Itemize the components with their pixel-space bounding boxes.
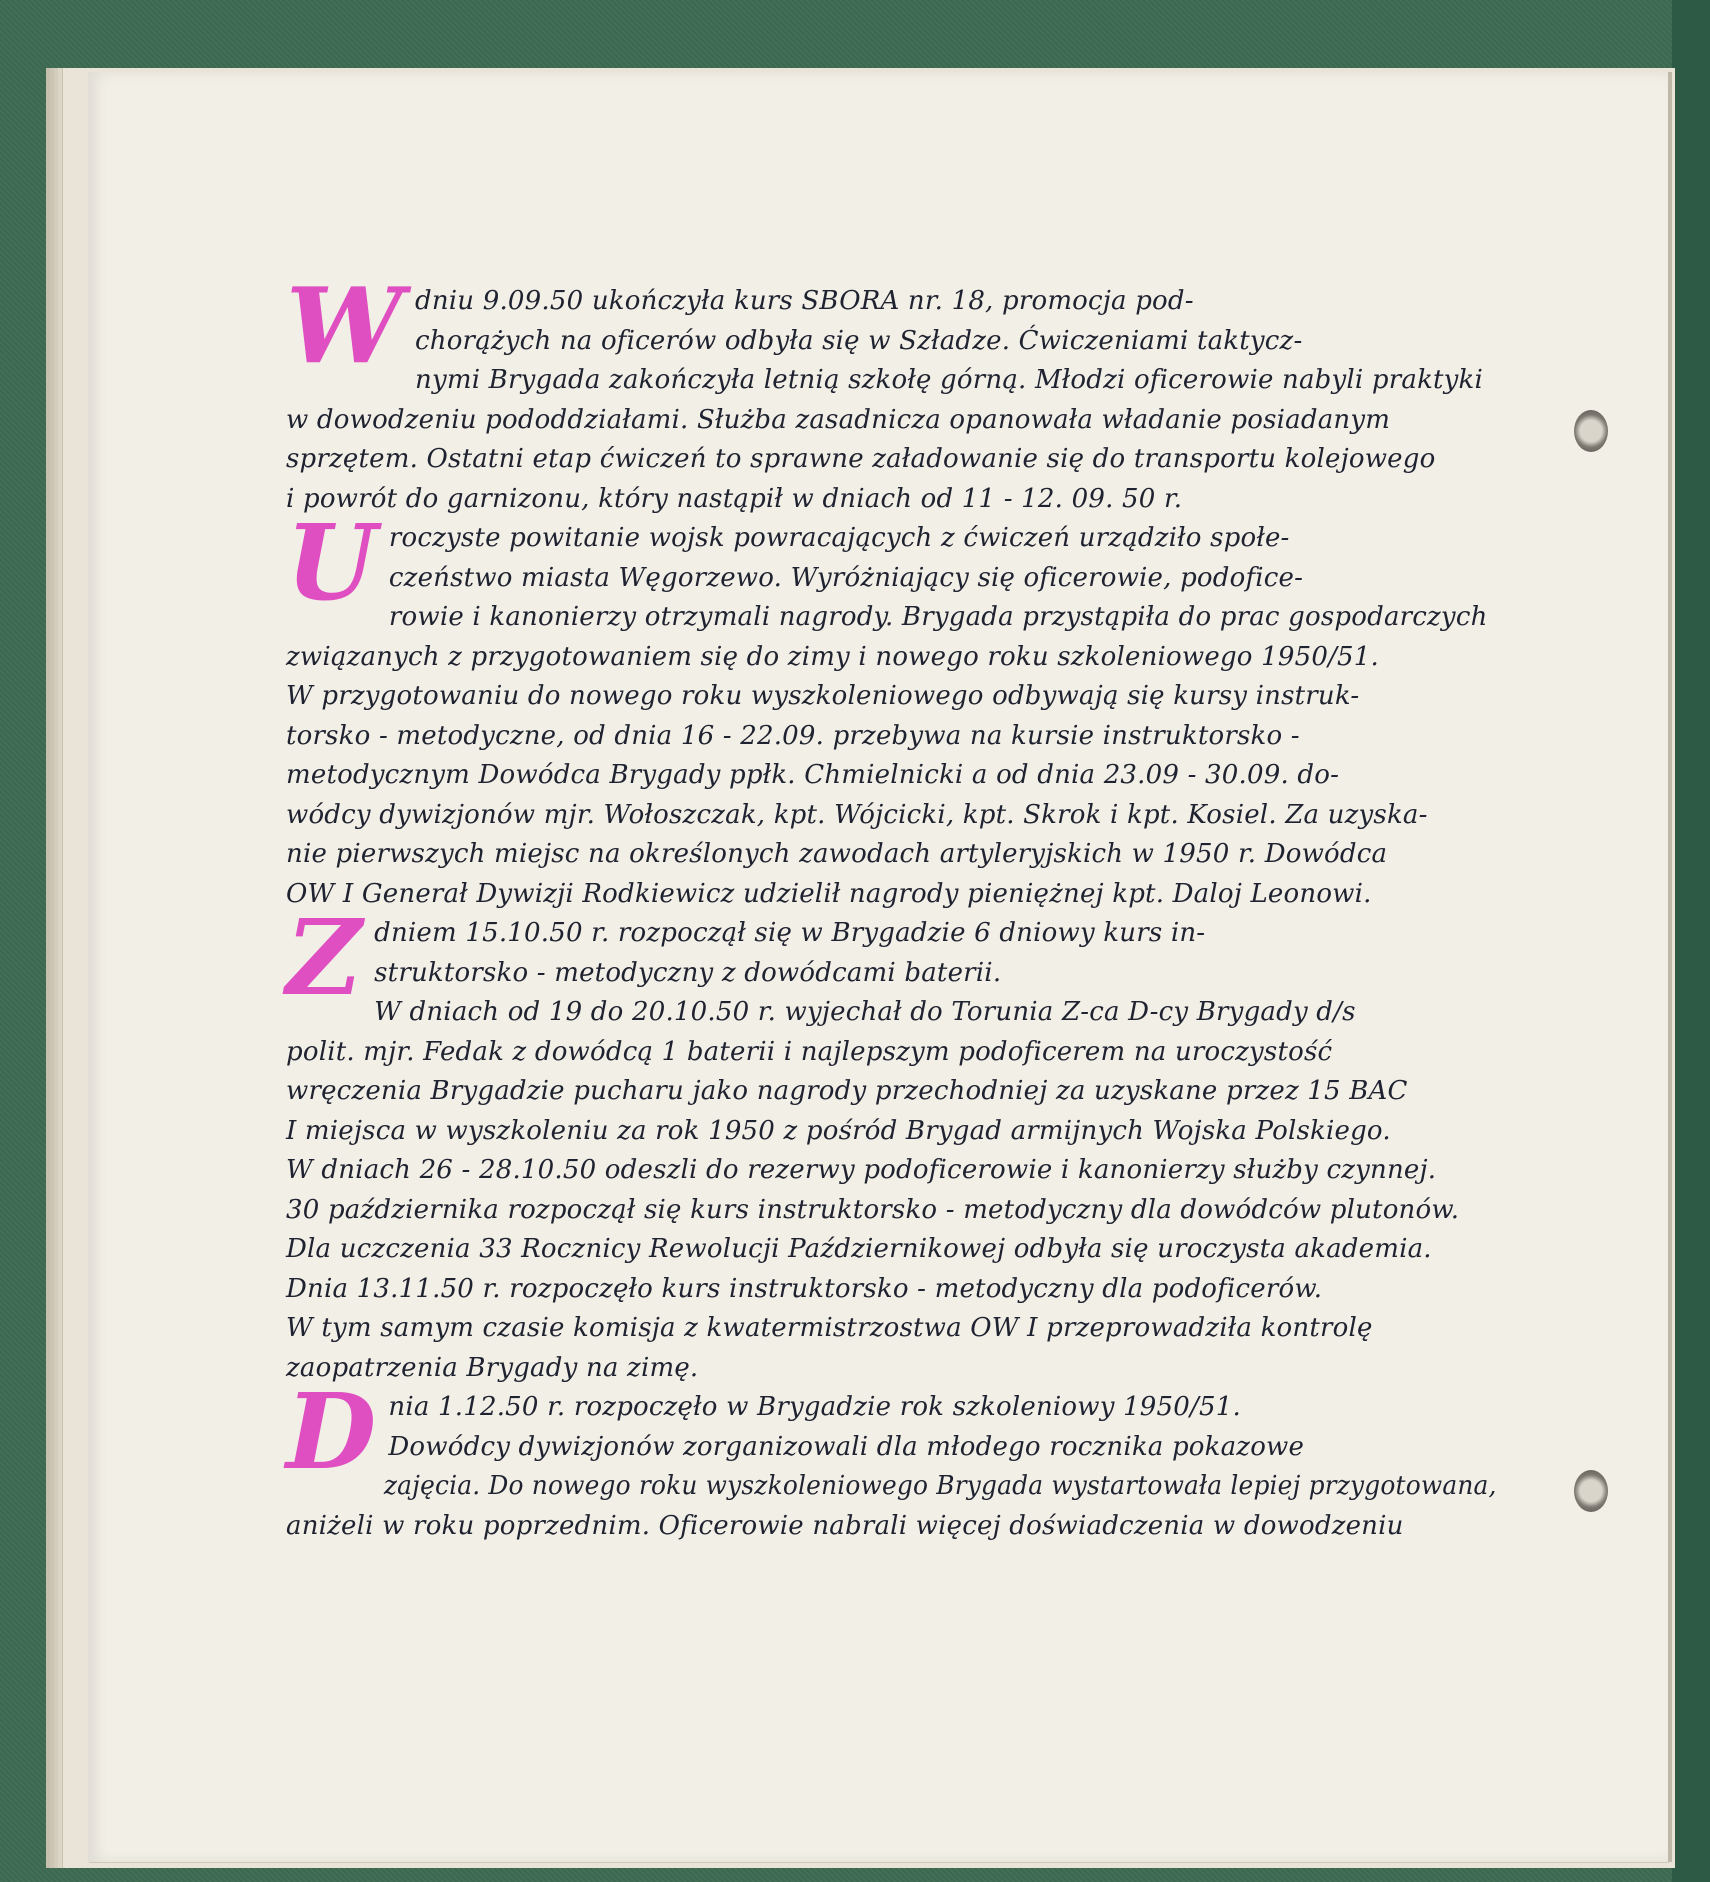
page-edge <box>1668 72 1672 1862</box>
text-line: W dniach 26 - 28.10.50 odeszli do rezerwy podoficerowie i kanonierzy służby czynnej. <box>286 1155 1437 1185</box>
text-line: roczyste powitanie wojsk powracających z ćwiczeń urządziło społe- <box>388 523 1290 553</box>
paragraph <box>286 1370 1497 1546</box>
text-line: sprzętem. Ostatni etap ćwiczeń to sprawne załadowanie się do transportu kolejowego <box>286 444 1436 474</box>
paragraph <box>286 993 1496 1388</box>
text-line: nie pierwszych miejsc na określonych zawodach artyleryjskich w 1950 r. Dowódca <box>286 839 1388 869</box>
text-line: nia 1.12.50 r. rozpoczęło w Brygadzie rok szkoleniowy 1950/51. <box>388 1392 1241 1422</box>
text-line: I miejsca w wyszkoleniu za rok 1950 z pośród Brygad armijnych Wojska Polskiego. <box>286 1115 1391 1146</box>
paragraph <box>286 264 1496 519</box>
text-line: w dowodzeniu pododdziałami. Służba zasadnicza opanowała władanie posiadanym <box>286 404 1391 435</box>
text-line: 30 października rozpoczął się kurs instruktorsko - metodyczny dla dowódców plutonów. <box>286 1194 1460 1225</box>
text-line: czeństwo miasta Węgorzewo. Wyróżniający się oficerowie, podofice- <box>388 562 1304 593</box>
text-line: chorążych na oficerów odbyła się w Szładze. Ćwiczeniami taktycz- <box>415 325 1303 356</box>
text-line: metodycznym Dowódca Brygady ppłk. Chmielnicki a od dnia 23.09 - 30.09. do- <box>286 760 1340 790</box>
text-line: i powrót do garnizonu, który nastąpił w dniach od 11 - 12. 09. 50 r. <box>286 483 1183 514</box>
text-line: zaopatrzenia Brygady na zimę. <box>286 1352 699 1383</box>
text-line: Dnia 13.11.50 r. rozpoczęło kurs instruktorsko - metodyczny dla podoficerów. <box>286 1273 1323 1304</box>
text-line: zajęcia. Do nowego roku wyszkoleniowego Brygada wystartowała lepiej przygotowana, <box>383 1471 1497 1501</box>
text-line: dniu 9.09.50 ukończyła kurs SBORA nr. 18, promocja pod- <box>415 286 1194 316</box>
illuminated-initial: D <box>286 1370 377 1493</box>
text-line: wręczenia Brygadzie pucharu jako nagrody przechodniej za uzyskane przez 15 BAC <box>286 1076 1408 1106</box>
text-line: W dniach od 19 do 20.10.50 r. wyjechał do Torunia Z-ca D-cy Brygady d/s <box>374 997 1356 1027</box>
text-line: W przygotowaniu do nowego roku wyszkoleniowego odbywają się kursy instruk- <box>286 681 1360 711</box>
text-line: wódcy dywizjonów mjr. Wołoszczak, kpt. Wójcicki, kpt. Skrok i kpt. Kosiel. Za uzyska- <box>286 799 1428 830</box>
punch-hole-top <box>1574 410 1608 452</box>
text-line: W tym samym czasie komisja z kwatermistrzostwa OW I przeprowadziła kontrolę <box>286 1313 1373 1343</box>
book-cover-edge <box>1672 0 1710 1882</box>
text-line: dniem 15.10.50 r. rozpoczął się w Brygadzie 6 dniowy kurs in- <box>374 918 1206 948</box>
text-line: związanych z przygotowaniem się do zimy i nowego roku szkoleniowego 1950/51. <box>286 641 1379 672</box>
text-line: polit. mjr. Fedak z dowódcą 1 baterii i najlepszym podoficerem na uroczystość <box>286 1036 1333 1067</box>
illuminated-initial: W <box>286 264 403 387</box>
illuminated-initial: Z <box>286 896 363 1019</box>
chronicle-text <box>286 264 1497 1546</box>
text-line: aniżeli w roku poprzednim. Oficerowie nabrali więcej doświadczenia w dowodzeniu <box>286 1510 1404 1541</box>
text-line: OW I Generał Dywizji Rodkiewicz udzielił nagrody pieniężnej kpt. Daloj Leonowi. <box>286 878 1372 909</box>
text-line: struktorsko - metodyczny z dowódcami baterii. <box>374 957 1002 988</box>
text-line: Dla uczczenia 33 Rocznicy Rewolucji Październikowej odbyła się uroczysta akademia. <box>286 1234 1432 1264</box>
text-line: torsko - metodyczne, od dnia 16 - 22.09. przebywa na kursie instruktorsko - <box>286 720 1300 751</box>
text-line: nymi Brygada zakończyła letnią szkołę górną. Młodzi oficerowie nabyli praktyki <box>415 365 1484 395</box>
punch-hole-bottom <box>1574 1470 1608 1512</box>
illuminated-initial: U <box>286 501 377 624</box>
paragraph <box>286 501 1496 914</box>
text-line: Dowódcy dywizjonów zorganizowali dla młodego rocznika pokazowe <box>388 1431 1305 1462</box>
text-line: rowie i kanonierzy otrzymali nagrody. Brygada przystąpiła do prac gospodarczych <box>388 602 1488 632</box>
